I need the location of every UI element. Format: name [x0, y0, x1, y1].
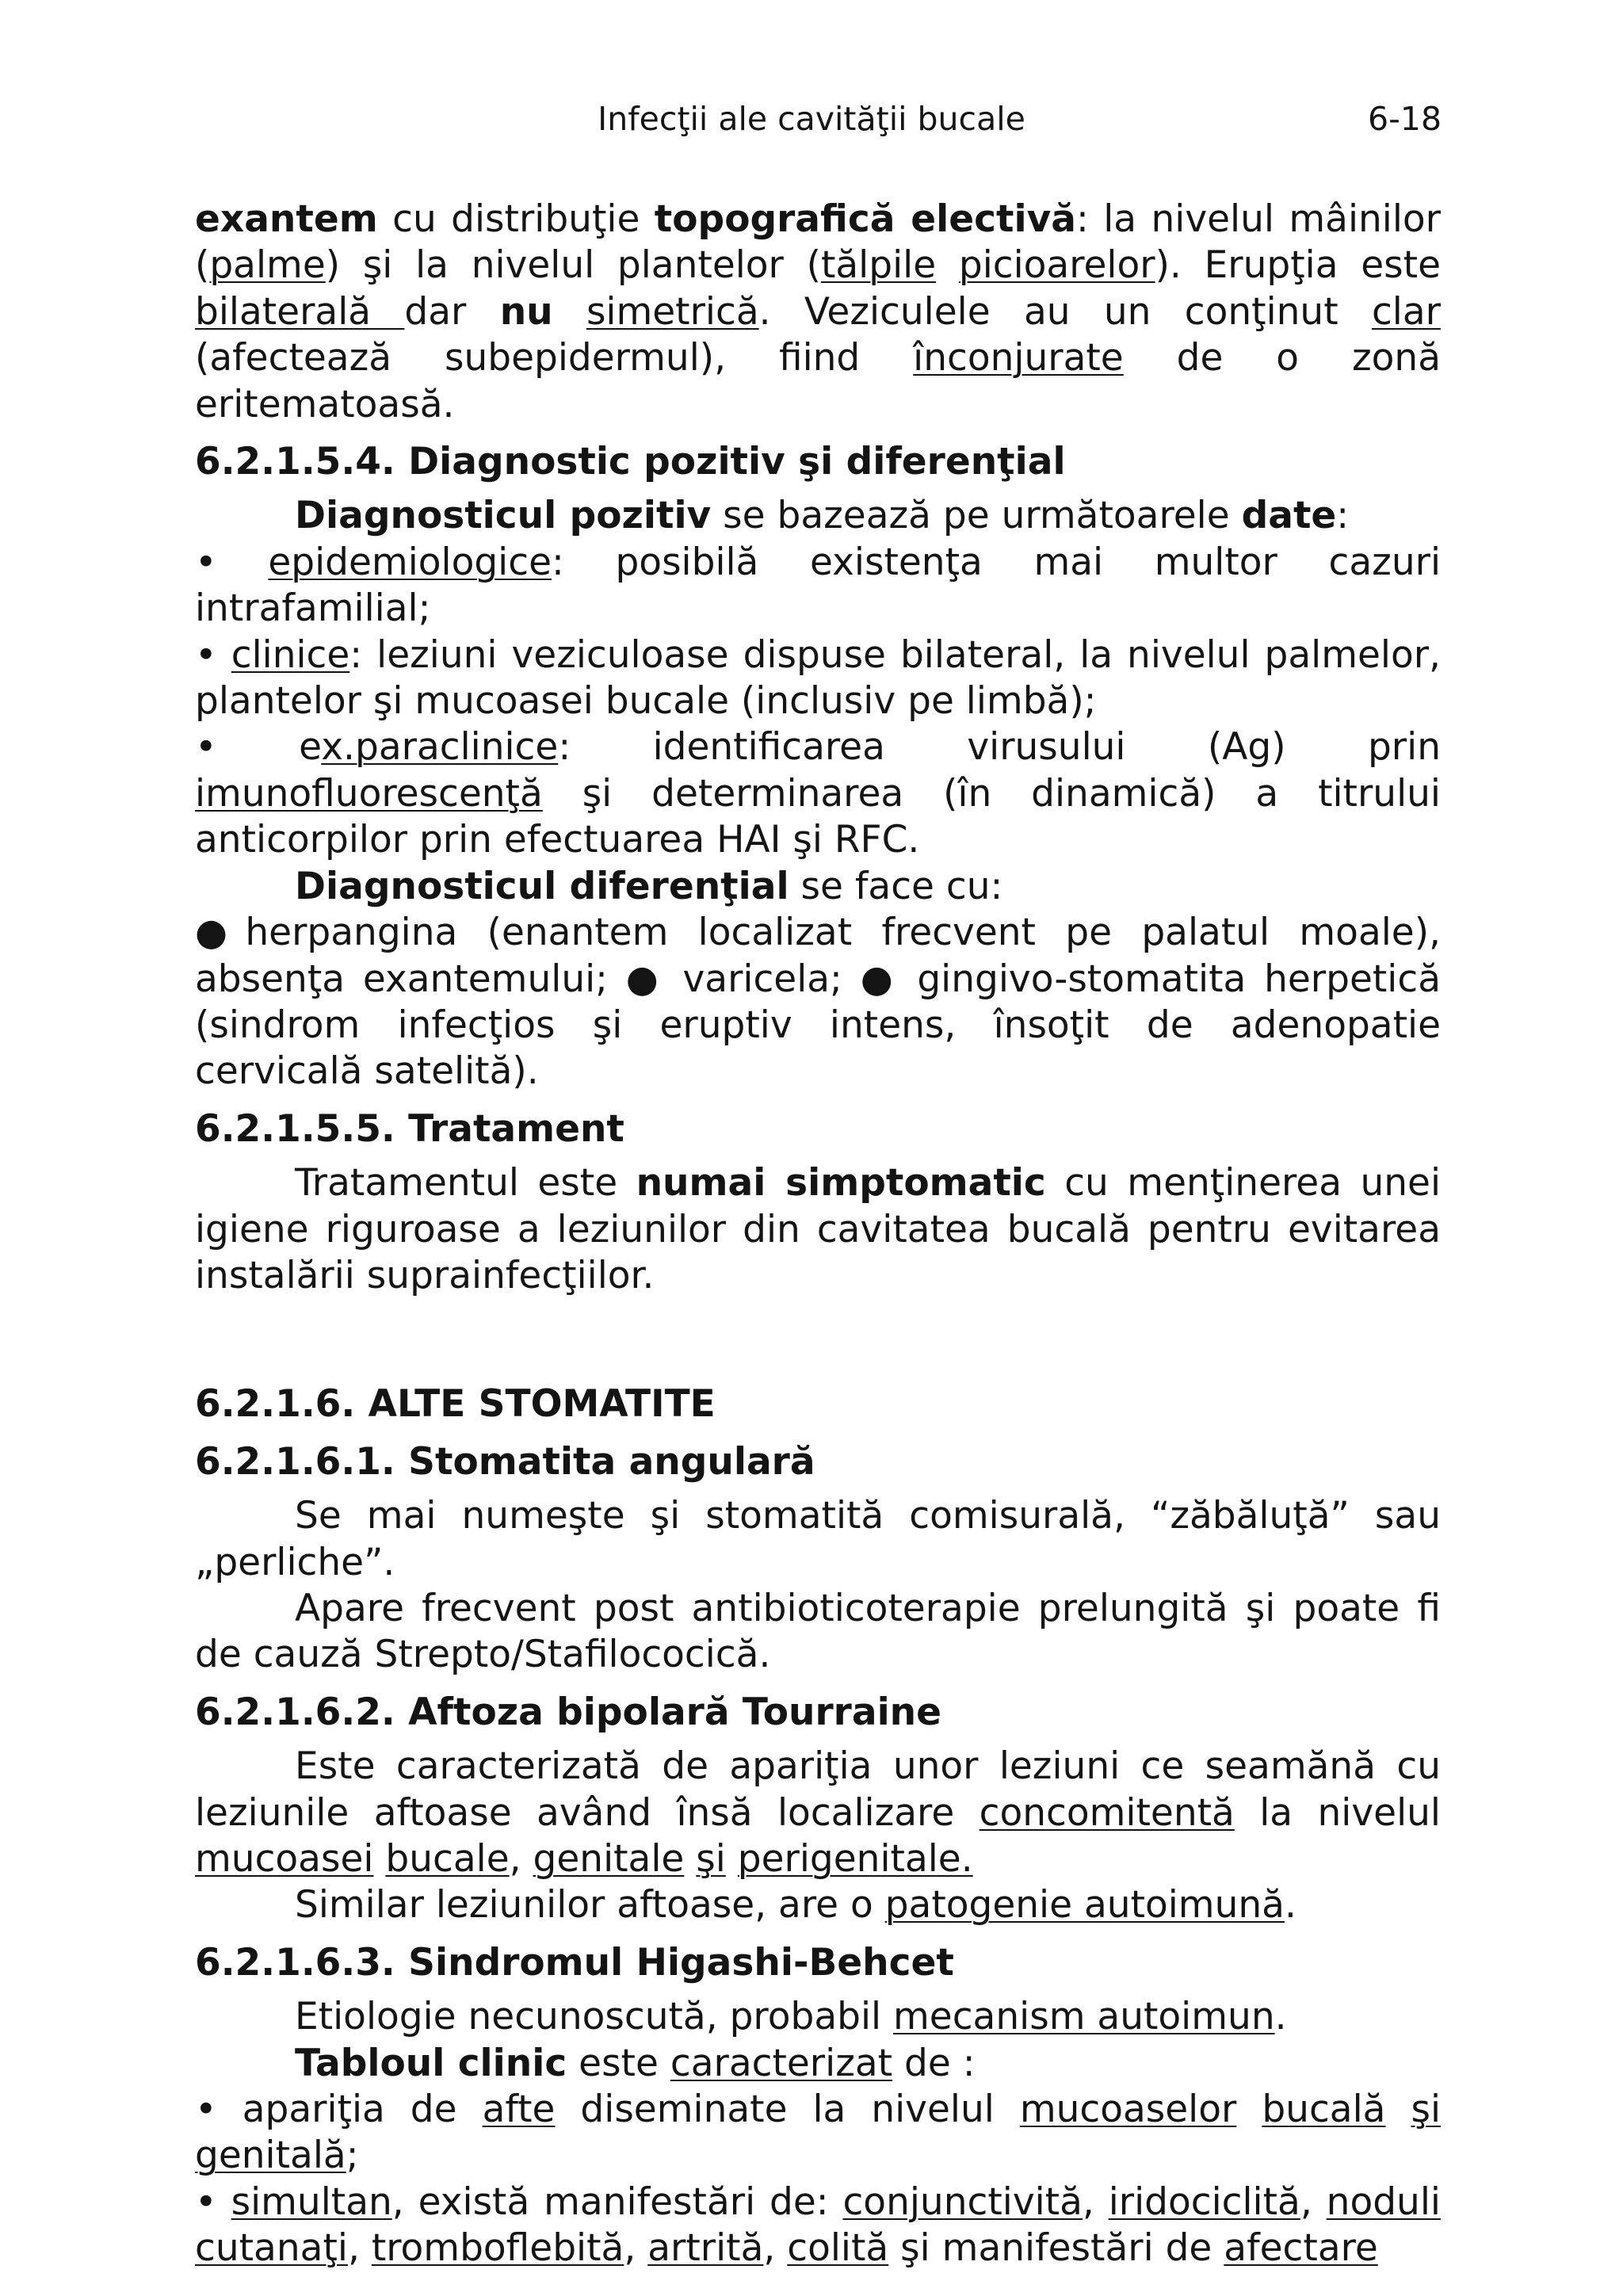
text: este: [567, 2041, 670, 2085]
bullet-aphthae: [195, 2087, 1441, 2179]
text: se face cu:: [789, 864, 1003, 908]
text: cu distribuţie: [377, 197, 655, 241]
bullet-paraclinical: [195, 724, 1441, 863]
underlined-term: picioarelor: [958, 243, 1155, 288]
section-heading-other-stomatitis: 6.2.1.6. ALTE STOMATITE: [195, 1382, 716, 1427]
underlined-term: clar: [1371, 289, 1441, 334]
paragraph-treatment: [195, 1160, 1441, 1299]
underlined-term: perigenitale.: [737, 1837, 973, 1881]
paragraph-behcet-etiology: [195, 1994, 1441, 2040]
underlined-term: bucale: [385, 1837, 510, 1881]
underlined-term: x.paraclinice: [321, 725, 559, 770]
underlined-term: palme: [209, 243, 326, 288]
underlined-term: tromboflebită: [371, 2226, 624, 2271]
underlined-term: afte: [482, 2088, 556, 2132]
text: ,: [624, 2226, 648, 2271]
bullet: • e: [195, 725, 322, 770]
text: Etiologie necunoscută, probabil: [295, 1995, 894, 2039]
bold-term: Diagnosticul pozitiv: [295, 494, 712, 538]
paragraph-positive-diagnosis: [195, 493, 1441, 539]
paragraph-exanthem: [195, 197, 1441, 428]
underlined-term: conjunctivită: [842, 2179, 1083, 2224]
text: ;: [346, 2134, 359, 2178]
underlined-term: epidemiologice: [268, 540, 552, 584]
text: .: [1284, 1883, 1296, 1927]
text: ,: [1300, 2179, 1327, 2224]
underlined-term: colită: [787, 2226, 889, 2271]
text: Similar leziunilor aftoase, are o: [295, 1883, 885, 1927]
section-heading-bipolar-aphthosis: 6.2.1.6.2. Aftoza bipolară Tourraine: [195, 1690, 942, 1734]
differential-list: ●herpangina (enantem localizat frecvent pe palatul moale), absenţa exantemului; ● varicela; ● gingivo-stomatita herpetică (sindrom infecţios şi eruptiv intens, însoţit de adenopatie cervicală satelită).: [195, 911, 1441, 1094]
underlined-term: şi: [696, 1837, 726, 1881]
underlined-term: bucală: [1262, 2088, 1386, 2132]
text: [1236, 2088, 1262, 2131]
bold-term: Tabloul clinic: [295, 2041, 567, 2085]
paragraph-angular-cause: Apare frecvent post antibioticoterapie prelungită şi poate fi de cauză Strepto/Stafilococică.: [195, 1586, 1441, 1677]
underlined-term: afectare: [1224, 2226, 1378, 2271]
text: ,: [763, 2226, 788, 2271]
text: :: [1336, 494, 1350, 538]
section-heading-diagnostic: 6.2.1.5.4. Diagnostic pozitiv şi diferenţial: [195, 440, 1066, 484]
bullet-simultaneous: [195, 2179, 1441, 2272]
bold-term: exantem: [195, 197, 378, 241]
underlined-term: mucoaselor: [1019, 2088, 1237, 2132]
page-content: [195, 197, 1441, 2272]
underlined-term: genitale: [533, 1837, 685, 1881]
underlined-term: înconjurate: [913, 336, 1124, 380]
paragraph-behcet-clinical: [195, 2041, 1441, 2087]
text: Este caracterizată de apariţia unor leziuni ce seamănă cu leziunile aftoase având însă localizare: [195, 1744, 1441, 1835]
bullet: •: [195, 632, 231, 677]
text: : identificarea virusului (Ag) prin: [558, 725, 1441, 770]
bold-term: nu: [499, 289, 553, 334]
section-heading-behcet: 6.2.1.6.3. Sindromul Higashi-Behcet: [195, 1940, 954, 1985]
underlined-term: simultan: [231, 2179, 392, 2224]
text: şi determinarea (în dinamică) a titrului anticorpilor prin efectuarea HAI şi RFC.: [195, 771, 1441, 862]
text: de o zonă eritematoasă.: [195, 336, 1441, 426]
underlined-term: imunofluorescenţă: [195, 771, 543, 816]
bold-term: topografică electivă: [654, 197, 1076, 241]
underlined-term: noduli cutanaţi: [195, 2179, 1441, 2271]
text: Tratamentul este: [295, 1161, 636, 1205]
text: la nivelul: [1234, 1790, 1441, 1835]
bullet: •: [195, 540, 269, 584]
text: cu menţinerea unei igiene riguroase a leziunilor din cavitatea bucală pentru evitarea instalării suprainfecţiilor.: [195, 1161, 1441, 1297]
underlined-term: şi: [1411, 2088, 1441, 2132]
underlined-term: iridociclită: [1108, 2179, 1300, 2224]
text: [373, 1837, 385, 1881]
text: : leziuni veziculoase dispuse bilateral, la nivelul palmelor, plantelor şi mucoasei bucale (inclusiv pe limbă);: [195, 632, 1441, 724]
text: [726, 1837, 738, 1881]
text: [936, 243, 959, 287]
bullet: •: [195, 2179, 231, 2224]
text: : la nivelul mâinilor (: [195, 197, 1441, 288]
bullet-clinical: [195, 632, 1441, 725]
underlined-term: simetrică: [586, 289, 759, 334]
text: de :: [892, 2041, 976, 2085]
text: ,: [347, 2226, 372, 2271]
section-heading-angular-stomatitis: 6.2.1.6.1. Stomatita angulară: [195, 1439, 815, 1484]
text: şi manifestări de: [888, 2226, 1224, 2271]
page-number: 6-18: [1368, 100, 1442, 138]
underlined-term: bilaterală: [195, 289, 405, 334]
underlined-term: clinice: [231, 632, 350, 677]
paragraph-angular-names: Se mai numeşte şi stomatită comisurală, “zăbăluţă” sau „perliche”.: [195, 1494, 1441, 1584]
paragraph-differential-diagnosis: [195, 864, 1441, 910]
paragraph-bipolar-description: [195, 1744, 1441, 1882]
underlined-term: mecanism autoimun: [893, 1995, 1275, 2039]
text: [684, 1837, 696, 1881]
section-heading-treatment: 6.2.1.5.5. Tratament: [195, 1106, 624, 1151]
underlined-term: concomitentă: [979, 1790, 1235, 1835]
text: (afectează subepidermul), fiind: [195, 336, 914, 380]
text: ). Erupţia este: [1155, 243, 1441, 288]
bullet-epidemiologic: [195, 540, 1441, 632]
underlined-term: genitală: [195, 2134, 346, 2178]
underlined-term: patogenie autoimună: [884, 1883, 1285, 1927]
text: se bazează pe următoarele: [711, 494, 1242, 538]
text: : posibilă existenţa mai multor cazuri intrafamilial;: [195, 540, 1441, 631]
underlined-term: artrită: [647, 2226, 764, 2271]
text: diseminate la nivelul: [555, 2088, 1020, 2132]
text: .: [1274, 1995, 1287, 2039]
bold-term: Diagnosticul diferenţial: [295, 864, 789, 908]
text: • apariţia de: [195, 2088, 483, 2132]
text: , există manifestări de:: [391, 2179, 843, 2224]
text: ,: [1082, 2179, 1109, 2224]
text: [553, 290, 586, 334]
running-title: Infecţii ale cavităţii bucale: [598, 100, 1025, 138]
paragraph-bipolar-pathogeny: [195, 1882, 1441, 1928]
bold-term: date: [1241, 494, 1337, 538]
text: [1385, 2088, 1411, 2131]
bold-term: numai simptomatic: [636, 1161, 1046, 1205]
underlined-term: caracterizat: [670, 2041, 893, 2085]
text: ,: [509, 1837, 533, 1881]
text: ) şi la nivelul plantelor (: [325, 243, 821, 288]
underlined-term: tălpile: [820, 243, 937, 288]
text: . Veziculele au un conţinut: [758, 289, 1372, 334]
text: dar: [404, 289, 500, 334]
underlined-term: mucoasei: [195, 1837, 374, 1881]
